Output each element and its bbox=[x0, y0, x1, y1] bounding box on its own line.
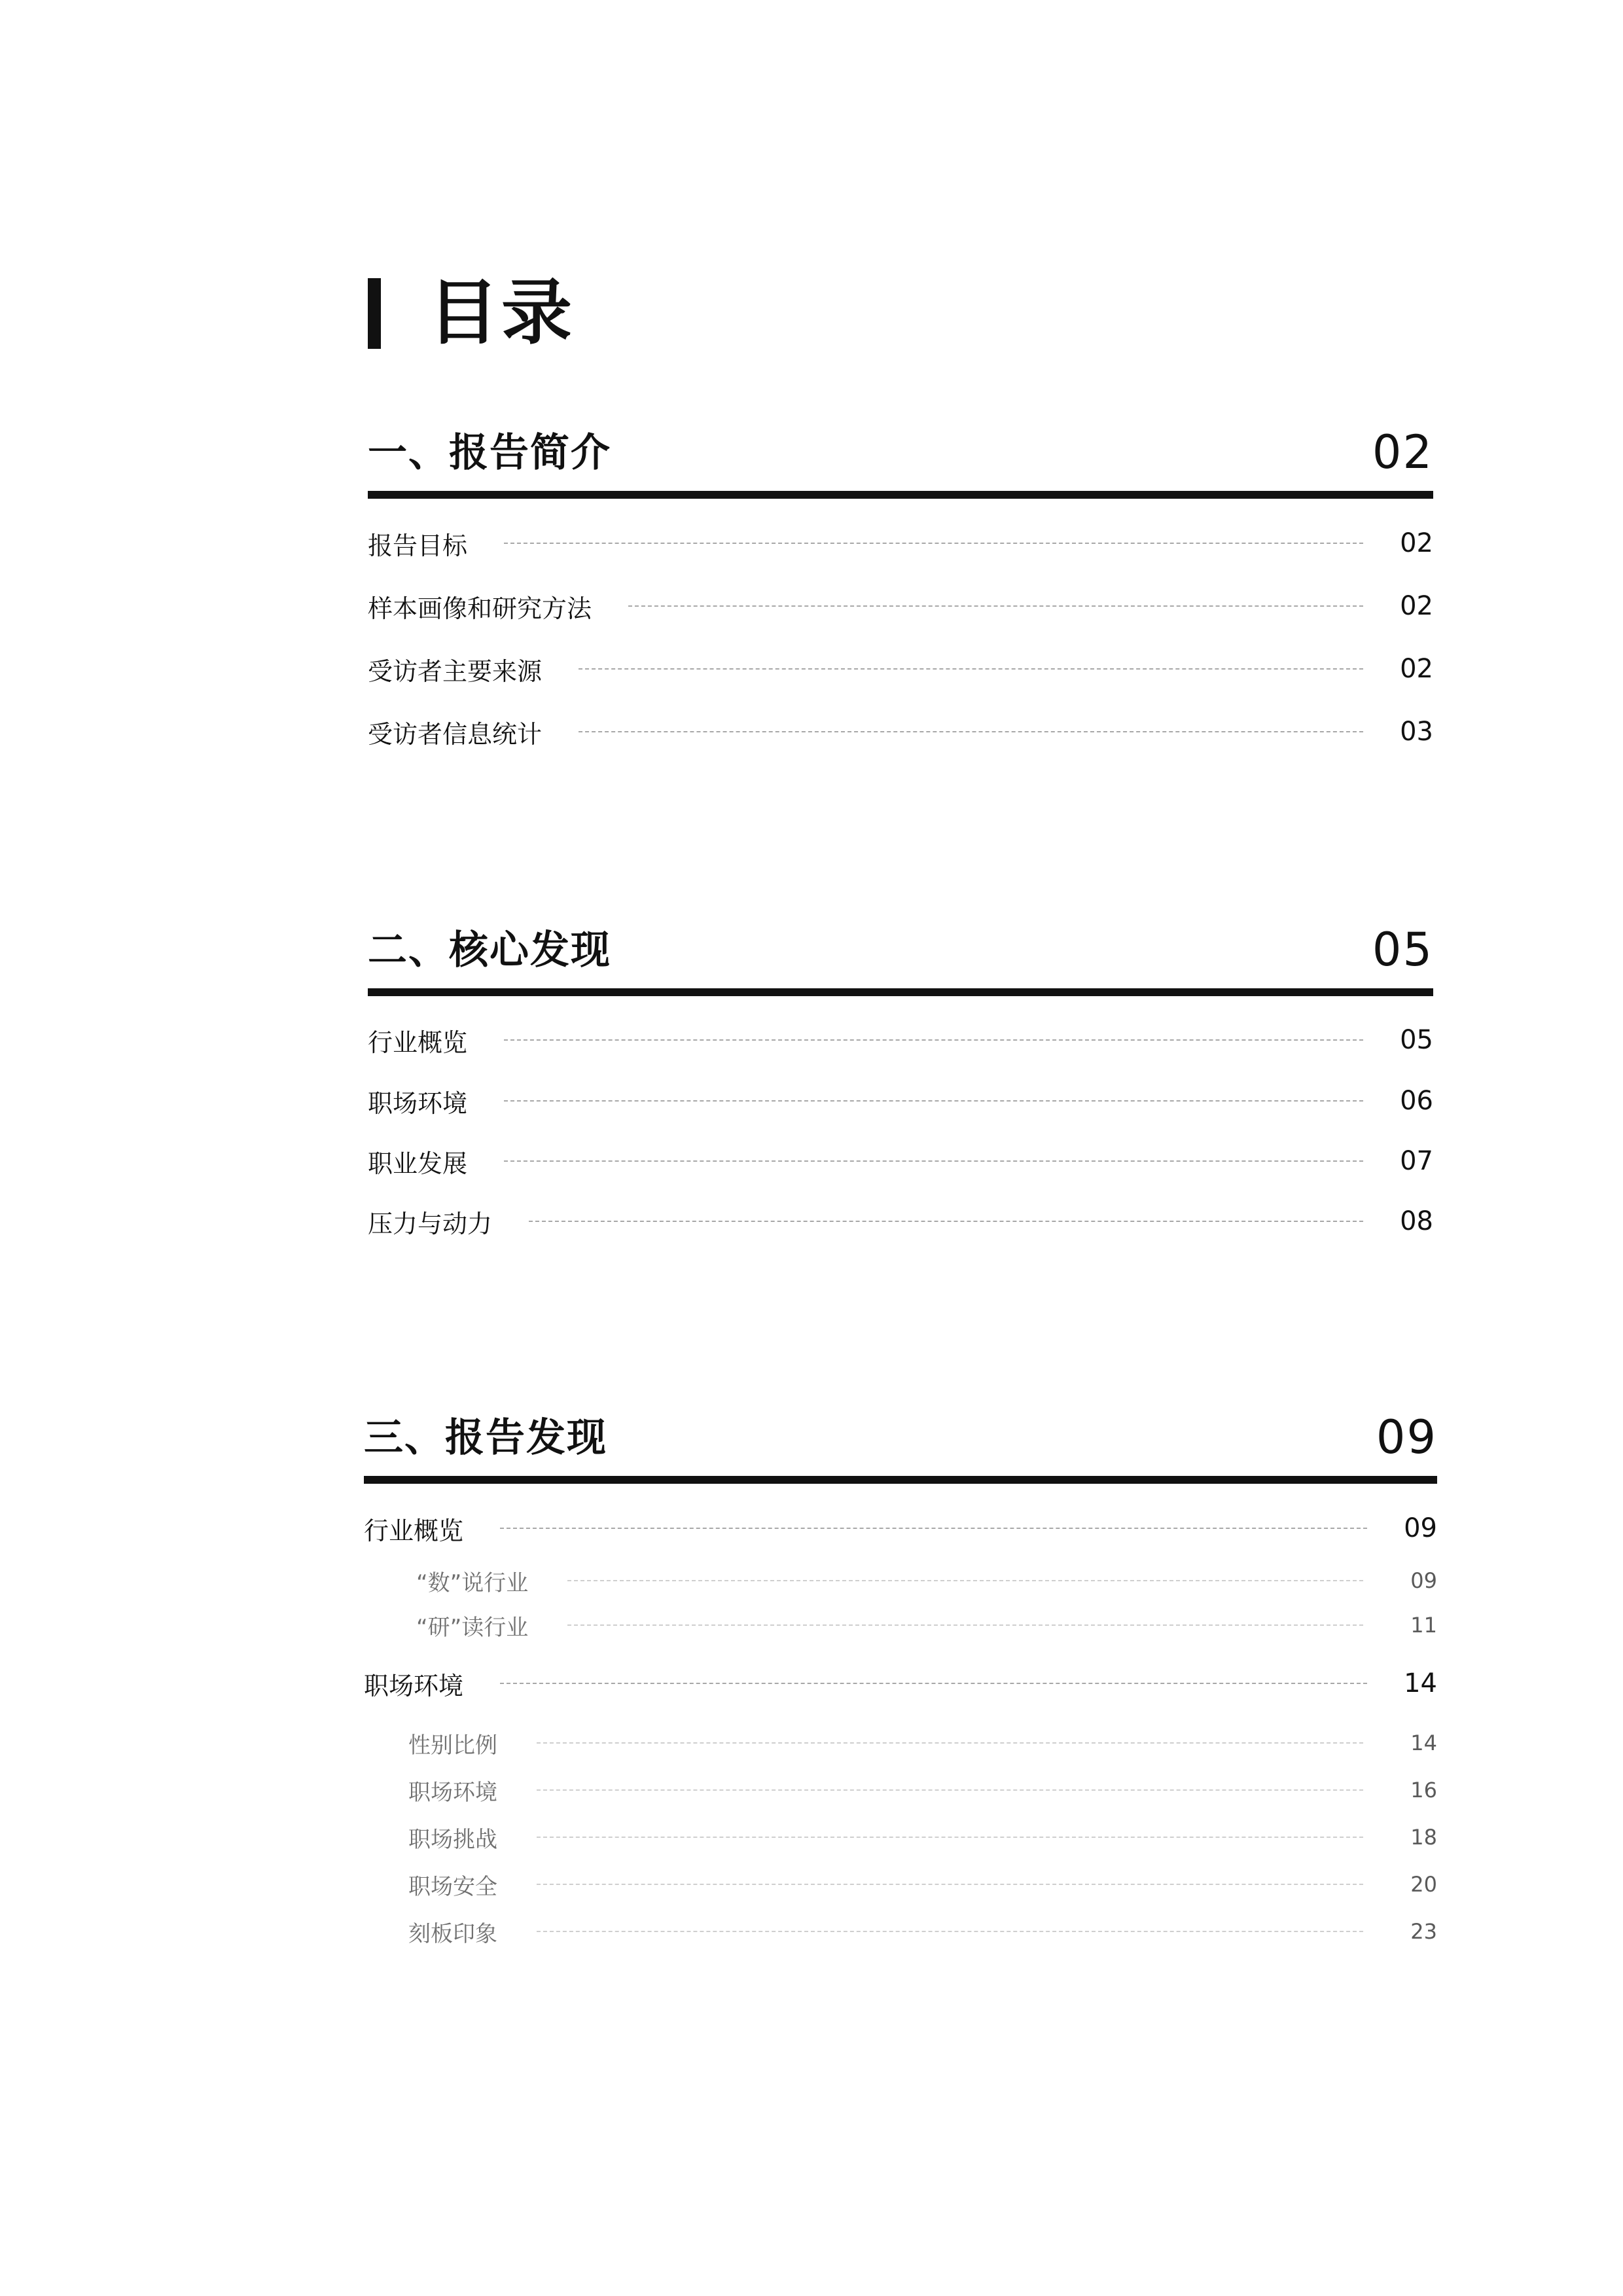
leader-dots bbox=[537, 1931, 1363, 1932]
toc-entry-label: 行业概览 bbox=[364, 1516, 464, 1545]
toc-entry[interactable] bbox=[368, 1009, 1433, 1071]
leader-dots bbox=[537, 1742, 1363, 1744]
leader-dots bbox=[537, 1884, 1363, 1885]
toc-entry-page: 03 bbox=[1400, 717, 1433, 747]
toc-group-entry[interactable] bbox=[364, 1498, 1437, 1558]
toc-sub-page: 23 bbox=[1410, 1919, 1437, 1944]
toc-sub-entry[interactable] bbox=[364, 1558, 1437, 1603]
title-accent-bar bbox=[368, 278, 381, 349]
section-3 bbox=[364, 1410, 1437, 1955]
leader-dots bbox=[504, 543, 1363, 544]
section-title: 一、报告简介 bbox=[368, 430, 611, 476]
toc-entry-page: 09 bbox=[1404, 1513, 1437, 1543]
leader-dots bbox=[537, 1837, 1363, 1838]
toc-sub-entry[interactable] bbox=[364, 1719, 1437, 1767]
section-page-number: 02 bbox=[1372, 425, 1433, 479]
leader-dots bbox=[500, 1683, 1367, 1684]
leader-dots bbox=[579, 731, 1363, 732]
toc-entry[interactable] bbox=[368, 575, 1433, 637]
toc-entry-label: 职场环境 bbox=[368, 1088, 468, 1118]
toc-sub-label: “数”说行业 bbox=[416, 1570, 529, 1596]
toc-sub-label: 职场安全 bbox=[408, 1873, 497, 1900]
toc-entry-label: 报告目标 bbox=[368, 531, 468, 560]
leader-dots bbox=[567, 1580, 1363, 1581]
toc-sub-entry[interactable] bbox=[364, 1861, 1437, 1908]
toc-sub-page: 20 bbox=[1410, 1872, 1437, 1897]
section-divider bbox=[364, 1476, 1437, 1484]
section-2 bbox=[368, 923, 1433, 1251]
toc-sub-page: 09 bbox=[1410, 1568, 1437, 1593]
toc-entry-page: 08 bbox=[1400, 1206, 1433, 1236]
toc-entry-page: 02 bbox=[1400, 654, 1433, 684]
section-header bbox=[368, 425, 1433, 491]
section-title: 三、报告发现 bbox=[364, 1415, 607, 1461]
toc-sub-page: 11 bbox=[1410, 1613, 1437, 1638]
toc-entry-page: 07 bbox=[1400, 1146, 1433, 1176]
toc-sub-page: 16 bbox=[1410, 1778, 1437, 1803]
toc-entry-label: 受访者信息统计 bbox=[368, 719, 543, 749]
toc-entry-page: 06 bbox=[1400, 1086, 1433, 1116]
toc-sub-label: 职场环境 bbox=[408, 1779, 497, 1806]
section-1 bbox=[368, 425, 1433, 763]
section-page-number: 05 bbox=[1372, 923, 1433, 977]
toc-sub-label: “研”读行业 bbox=[416, 1614, 529, 1641]
toc-sub-page: 18 bbox=[1410, 1825, 1437, 1850]
toc-title-block bbox=[368, 272, 575, 354]
leader-dots bbox=[567, 1624, 1363, 1626]
toc-entry-label: 职场环境 bbox=[364, 1671, 464, 1700]
toc-sub-entry[interactable] bbox=[364, 1603, 1437, 1647]
toc-entry-label: 压力与动力 bbox=[368, 1209, 493, 1238]
toc-sub-label: 性别比例 bbox=[408, 1732, 497, 1759]
leader-dots bbox=[628, 605, 1363, 607]
toc-title: 目录 bbox=[428, 272, 575, 354]
leader-dots bbox=[537, 1789, 1363, 1791]
section-title: 二、核心发现 bbox=[368, 927, 611, 973]
toc-entry-label: 受访者主要来源 bbox=[368, 656, 543, 686]
leader-dots bbox=[504, 1100, 1363, 1102]
section-divider bbox=[368, 988, 1433, 996]
toc-entry[interactable] bbox=[368, 512, 1433, 575]
toc-sub-label: 刻板印象 bbox=[408, 1920, 497, 1947]
leader-dots bbox=[504, 1160, 1363, 1162]
section-page-number: 09 bbox=[1376, 1410, 1437, 1464]
toc-entry[interactable] bbox=[368, 700, 1433, 763]
toc-sub-entry[interactable] bbox=[364, 1814, 1437, 1861]
toc-entry-label: 职业发展 bbox=[368, 1149, 468, 1178]
toc-entry-label: 行业概览 bbox=[368, 1028, 468, 1057]
toc-entry[interactable] bbox=[368, 1131, 1433, 1191]
toc-sub-entry[interactable] bbox=[364, 1908, 1437, 1955]
section-header bbox=[368, 923, 1433, 988]
toc-entry[interactable] bbox=[368, 1191, 1433, 1251]
toc-entry[interactable] bbox=[368, 637, 1433, 700]
leader-dots bbox=[529, 1221, 1363, 1222]
toc-entry-page: 02 bbox=[1400, 591, 1433, 621]
toc-group-entry[interactable] bbox=[364, 1647, 1437, 1719]
toc-sub-page: 14 bbox=[1410, 1731, 1437, 1755]
section-divider bbox=[368, 491, 1433, 499]
toc-entry-page: 14 bbox=[1404, 1668, 1437, 1698]
toc-sub-label: 职场挑战 bbox=[408, 1826, 497, 1853]
toc-entry-label: 样本画像和研究方法 bbox=[368, 594, 592, 623]
toc-entry[interactable] bbox=[368, 1071, 1433, 1131]
toc-entry-page: 05 bbox=[1400, 1025, 1433, 1055]
leader-dots bbox=[579, 668, 1363, 670]
toc-entry-page: 02 bbox=[1400, 528, 1433, 558]
section-header bbox=[364, 1410, 1437, 1476]
toc-sub-entry[interactable] bbox=[364, 1767, 1437, 1814]
leader-dots bbox=[504, 1039, 1363, 1041]
leader-dots bbox=[500, 1528, 1367, 1529]
